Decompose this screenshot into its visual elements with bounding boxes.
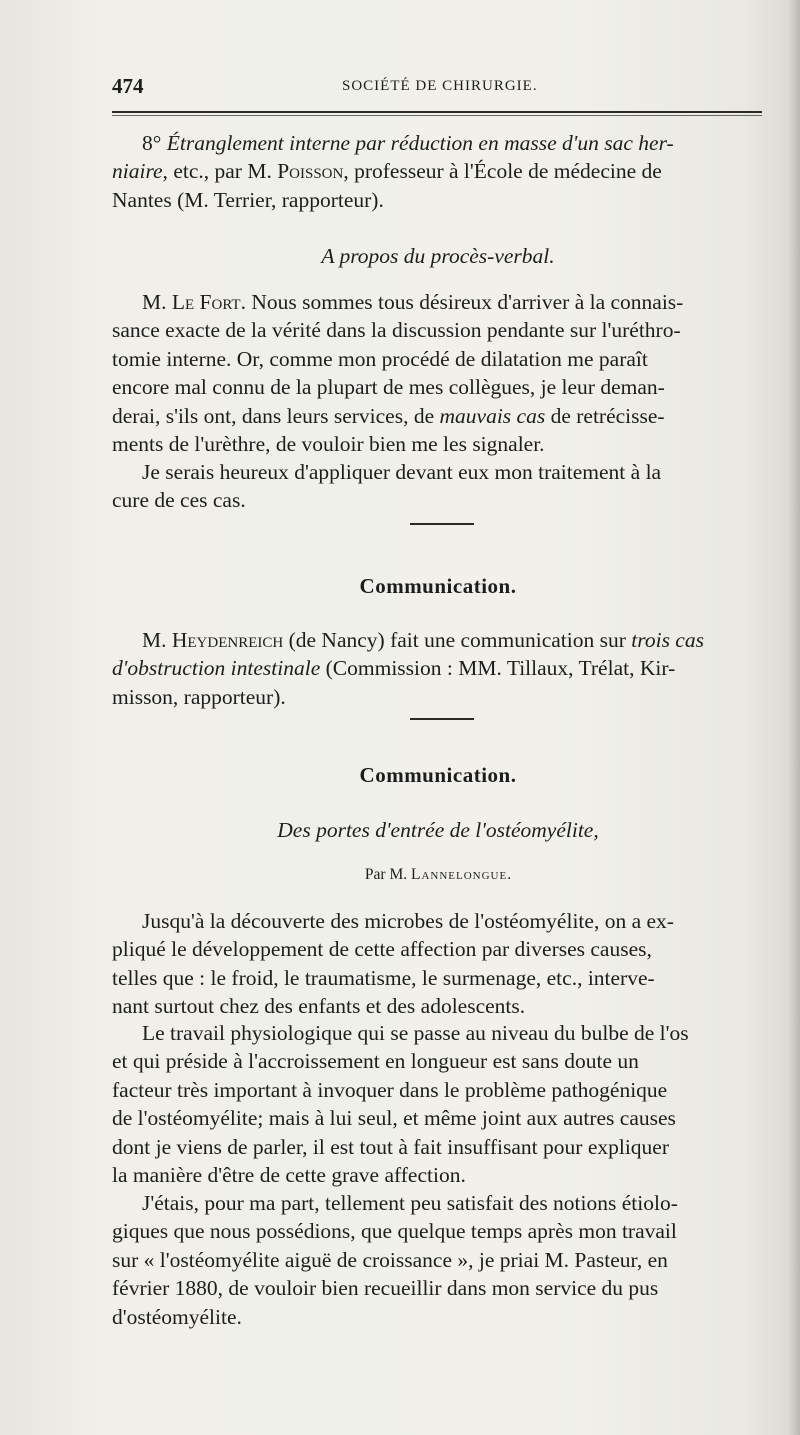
- le-fort-line4: encore mal connu de la plupart de mes collègues, je leur deman-: [112, 375, 665, 400]
- byline-author: Lannelongue: [410, 866, 508, 883]
- le-fort-line7: Je serais heureux d'appliquer devant eux mon traitement à la: [142, 460, 662, 484]
- p1-line: nant surtout chez des enfants et des adolescents.: [112, 994, 526, 1019]
- article-title: Des portes d'entrée de l'ostéomyélite,: [277, 818, 599, 842]
- item-8-title-cont: niaire,: [112, 159, 168, 184]
- item-8-line3: Nantes (M. Terrier, rapporteur).: [112, 187, 384, 212]
- p3-line: giques que nous possédions, que quelque temps après mon travail: [112, 1219, 677, 1244]
- p2-line: de l'ostéomyélite; mais à lui seul, et même joint aux autres causes: [112, 1106, 676, 1131]
- le-fort-line5a: derai, s'ils ont, dans leurs services, de: [112, 403, 440, 428]
- le-fort-line3: tomie interne. Or, comme mon procédé de dilatation me paraît: [112, 346, 648, 371]
- le-fort-speaker: M. Le Fort.: [142, 290, 246, 314]
- page-edge-shadow: [788, 0, 800, 1435]
- heydenreich-line2-italic: d'obstruction intestinale: [112, 656, 321, 681]
- item-8-paragraph: [112, 129, 764, 214]
- p1-line: pliqué le développement de cette affection par diverses causes,: [112, 937, 652, 962]
- le-fort-paragraph-2: [112, 458, 764, 515]
- item-8-rest2: , professeur à l'École de médecine de: [343, 159, 662, 184]
- p2-line: dont je viens de parler, il est tout à fait insuffisant pour expliquer: [112, 1134, 670, 1159]
- paragraph-3: [112, 1189, 764, 1331]
- heydenreich-line1: (de Nancy) fait une communication sur: [283, 628, 632, 652]
- byline-prefix: Par M.: [364, 866, 411, 883]
- le-fort-line5-italic: mauvais cas: [439, 403, 546, 428]
- p3-line: février 1880, de vouloir bien recueillir dans mon service du pus: [112, 1276, 659, 1301]
- item-8-number: 8°: [142, 131, 162, 155]
- proces-verbal-heading: A propos du procès-verbal.: [321, 244, 555, 268]
- paragraph-2: [112, 1019, 764, 1189]
- section-divider-1: [410, 523, 474, 525]
- le-fort-paragraph: [112, 288, 764, 458]
- p2-line: Le travail physiologique qui se passe au niveau du bulbe de l'os: [142, 1021, 689, 1045]
- heydenreich-speaker: M. Heydenreich: [142, 628, 284, 652]
- byline: [112, 866, 764, 884]
- communication-heading-2: Communication.: [359, 763, 517, 787]
- heydenreich-line1-italic: trois cas: [631, 628, 704, 652]
- item-8-rest1: etc., par M.: [167, 159, 278, 184]
- paragraph-1: [112, 907, 764, 1021]
- p2-line: facteur très important à invoquer dans le problème pathogénique: [112, 1077, 668, 1102]
- item-8-title: Étranglement interne par réduction en masse d'un sac her-: [166, 131, 674, 155]
- running-head: SOCIÉTÉ DE CHIRURGIE.: [342, 78, 538, 94]
- p1-line: Jusqu'à la découverte des microbes de l'ostéomyélite, on a ex-: [142, 909, 674, 933]
- p3-line: d'ostéomyélite.: [112, 1304, 242, 1329]
- item-8-author: Poisson: [277, 159, 344, 184]
- p1-line: telles que : le froid, le traumatisme, le surmenage, etc., interve-: [112, 965, 655, 990]
- header-rule: [112, 111, 762, 113]
- page-number: 474: [112, 74, 144, 98]
- page-header: [112, 74, 762, 98]
- p2-line: et qui préside à l'accroissement en longueur est sans doute un: [112, 1049, 639, 1074]
- heydenreich-paragraph: [112, 626, 764, 711]
- header-rule-thin: [112, 115, 762, 116]
- p2-line: la manière d'être de cette grave affection.: [112, 1163, 466, 1188]
- heydenreich-line2: (Commission : MM. Tillaux, Trélat, Kir-: [320, 656, 676, 681]
- le-fort-line6: ments de l'urèthre, de vouloir bien me les signaler.: [112, 432, 545, 457]
- le-fort-line2: sance exacte de la vérité dans la discussion pendante sur l'uréthro-: [112, 318, 681, 343]
- communication-heading-1: Communication.: [359, 574, 517, 598]
- section-divider-2: [410, 718, 474, 720]
- p3-line: J'étais, pour ma part, tellement peu satisfait des notions étiolo-: [142, 1191, 678, 1215]
- heydenreich-line3: misson, rapporteur).: [112, 684, 286, 709]
- p3-line: sur « l'ostéomyélite aiguë de croissance », je priai M. Pasteur, en: [112, 1247, 668, 1272]
- le-fort-line8: cure de ces cas.: [112, 488, 246, 513]
- byline-suffix: .: [507, 866, 512, 883]
- le-fort-line5b: de retrécisse-: [545, 403, 665, 428]
- le-fort-line1: Nous sommes tous désireux d'arriver à la connais-: [245, 290, 684, 314]
